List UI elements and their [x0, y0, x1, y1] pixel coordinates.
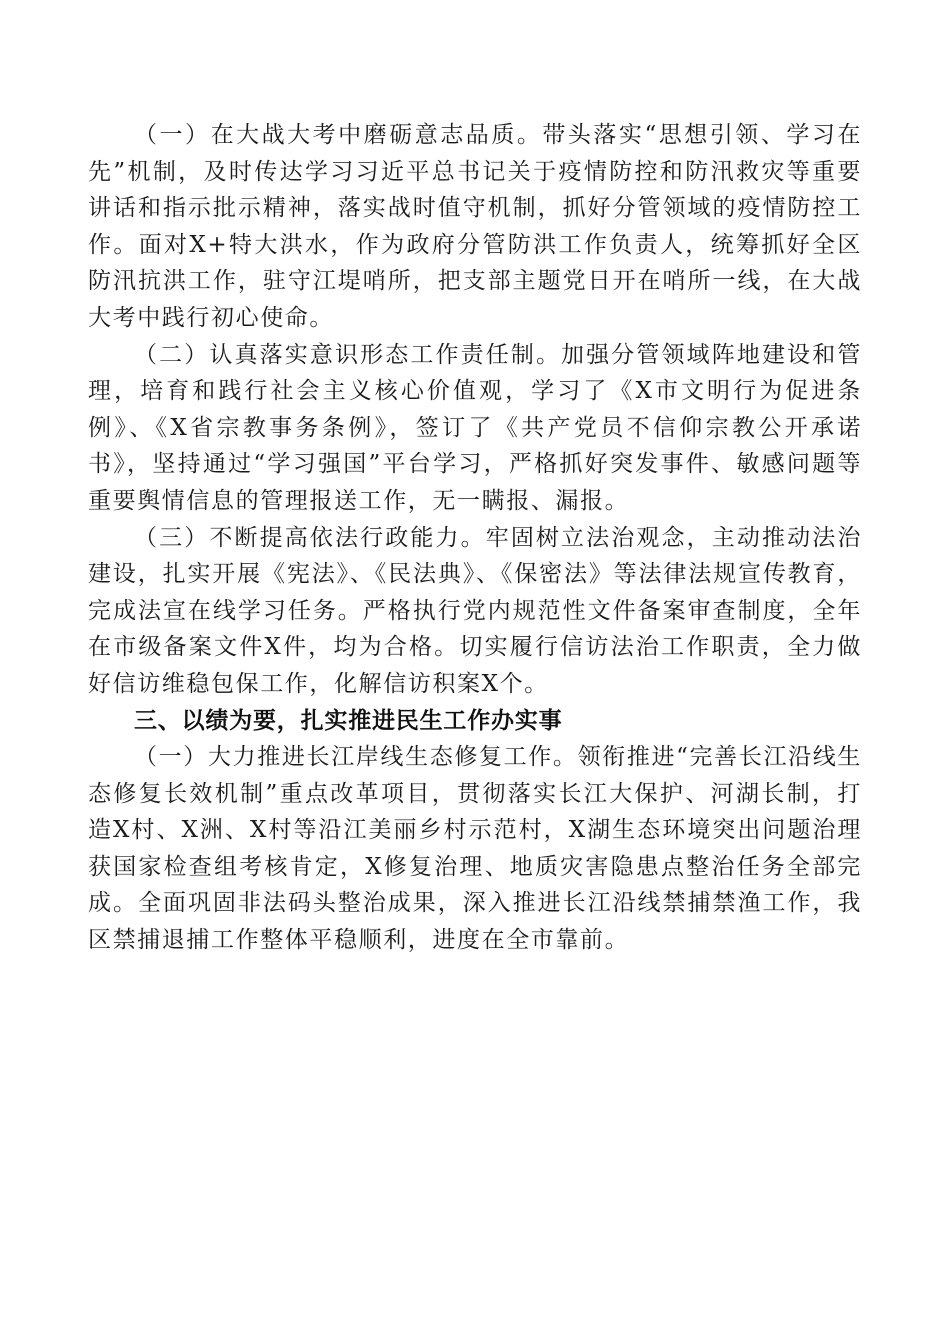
- paragraph-yangtze-restoration: （一）大力推进长江岸线生态修复工作。领衔推进“完善长江沿线生态修复长效机制”重点改革项目，贯彻落实长江大保护、河湖长制，打造X村、X洲、X村等沿江美丽乡村示范村，X湖生态环境突出问题治理获国家检查组考核肯定，X修复治理、地质灾害隐患点整治任务全部完成。全面巩固非法码头整治成果，深入推进长江沿线禁捕禁渔工作，我区禁捕退捕工作整体平稳顺利，进度在全市靠前。: [88, 744, 862, 954]
- paragraph-ideology-responsibility: （二）认真落实意识形态工作责任制。加强分管领域阵地建设和管理，培育和践行社会主义核心价值观，学习了《X市文明行为促进条例》、《X省宗教事务条例》，签订了《共产党员不信仰宗教公开承诺书》，坚持通过“学习强国”平台学习，严格抓好突发事件、敏感问题等重要舆情信息的管理报送工作，无一瞒报、漏报。: [88, 341, 862, 514]
- document-body: [88, 117, 862, 959]
- section-heading: 三、以绩为要，扎实推进民生工作办实事: [134, 707, 563, 734]
- paragraph-rule-of-law: （三）不断提高依法行政能力。牢固树立法治观念，主动推动法治建设，扎实开展《宪法》、《民法典》、《保密法》等法律法规宣传教育，完成法宣在线学习任务。严格执行党内规范性文件备案审查制度，全年在市级备案文件X件，均为合格。切实履行信访法治工作职责，全力做好信访维稳包保工作，化解信访积案X个。: [88, 524, 862, 697]
- paragraph-will-quality: （一）在大战大考中磨砺意志品质。带头落实“思想引领、学习在先”机制，及时传达学习习近平总书记关于疫情防控和防汛救灾等重要讲话和指示批示精神，落实战时值守机制，抓好分管领域的疫情防控工作。面对X+特大洪水，作为政府分管防洪工作负责人，统筹抓好全区防汛抗洪工作，驻守江堤哨所，把支部主题党日开在哨所一线，在大战大考中践行初心使命。: [88, 122, 862, 331]
